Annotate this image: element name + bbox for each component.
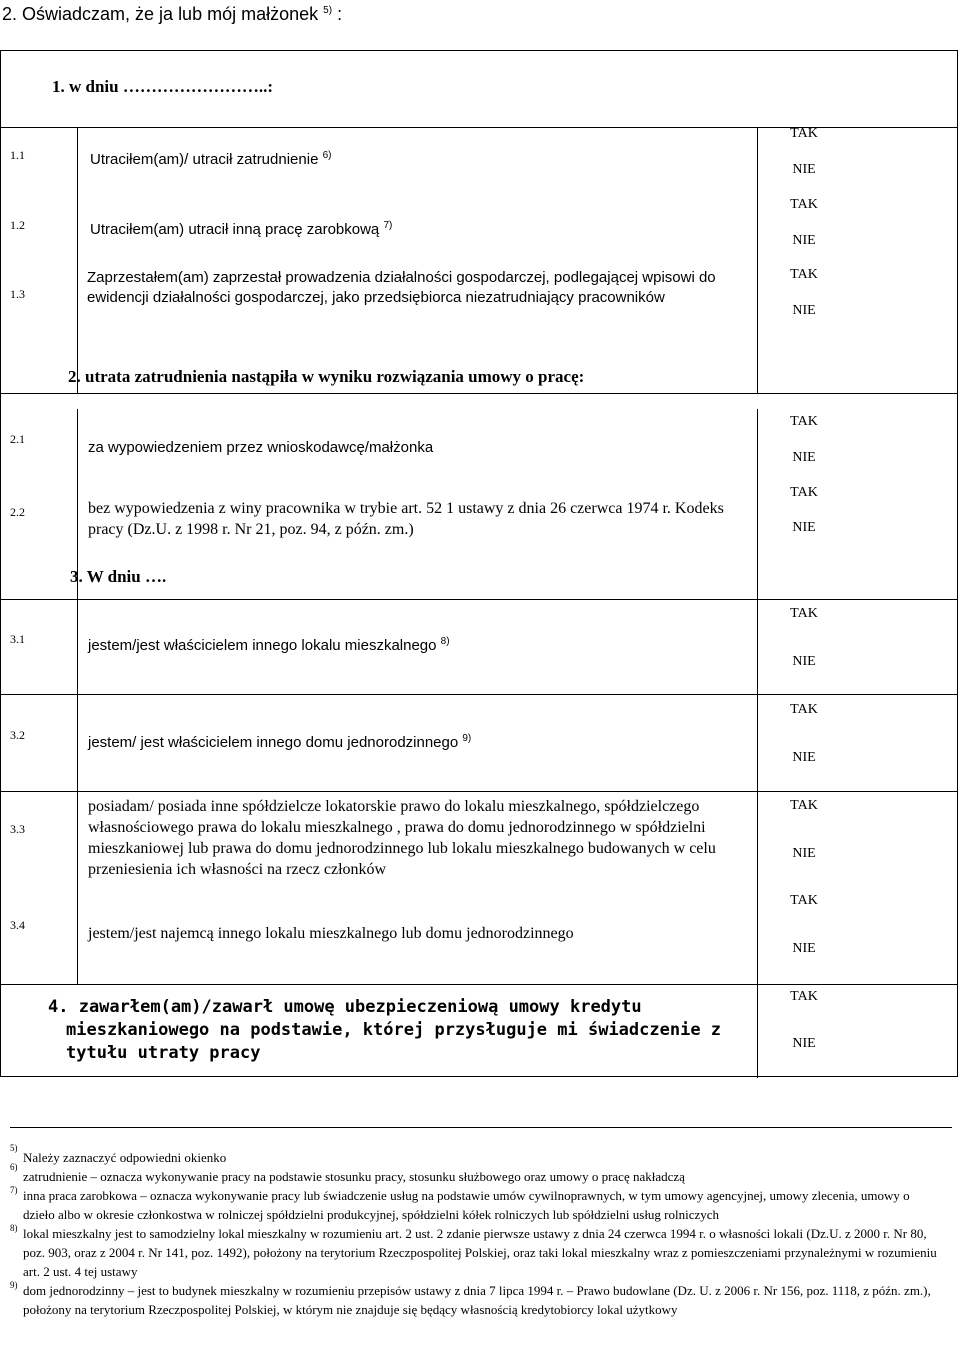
footnote-item: 8) lokal mieszkalny jest to samodzielny lokal mieszkalny w rozumieniu art. 2 ust. 2 zdanie pierwsze ustawy z dnia 24 czerwca 1994 r. o własności lokali (Dz.U. z 2000 r. Nr 80, poz. 903, oraz z 2004 r. Nr 141, poz. 1492), położony na terytorium Rzeczpospolitej Polskiej, oraz taki lokal mieszkalny wraz z pomieszczeniami przynależnymi w rozumieniu art. 2 ust. 4 tej ustawy [10, 1224, 940, 1281]
row-number: 1.3 [10, 287, 25, 301]
footnotes [10, 1143, 940, 1319]
row-text: Utraciłem(am)/ utracił zatrudnienie $^{6)}$ [90, 150, 332, 168]
nie-option[interactable]: NIE [792, 520, 816, 535]
footnote-ref: 8) [440, 636, 450, 647]
footnote-item: 7) inna praca zarobkowa – oznacza wykonywanie pracy lub świadczenie usług na podstawie umów cywilnoprawnych, w tym umowy agencyjnej, umowy zlecenia, umowy o dzieło albo w okresie członkostwa w rolniczej spółdzielni produkcyjnej, spółdzielni kółek rolniczych lub spółdzielni usług rolniczych [10, 1186, 940, 1224]
nie-option[interactable]: NIE [792, 162, 816, 177]
row-number: 1.2 [10, 218, 25, 232]
nie-option[interactable]: NIE [792, 233, 816, 248]
footnote-item: 6) zatrudnienie – oznacza wykonywanie pracy na podstawie stosunku pracy, stosunku służbowego oraz umowy o pracę nakładczą [10, 1162, 685, 1184]
row-text: za wypowiedzeniem przez wnioskodawcę/małżonka [88, 439, 434, 456]
tak-option[interactable]: TAK [790, 126, 818, 141]
row-text: posiadam/ posiada inne spółdzielcze lokatorskie prawo do lokalu mieszkalnego, spółdzielczego własnościowego prawa do lokalu mieszkalnego , prawa do domu jednorodzinnego w spółdzielni mieszkaniowej lub prawa do domu jednorodzinnego lub lokalu mieszkalnego budowanych w celu przeniesienia ich własności na rzecz członków [88, 798, 716, 878]
nie-option[interactable]: NIE [792, 846, 816, 861]
nie-option[interactable]: NIE [792, 450, 816, 465]
tak-option[interactable]: TAK [790, 197, 818, 212]
row-text: jestem/jest właścicielem innego lokalu mieszkalnego $^{8)}$ [88, 636, 450, 654]
tak-option[interactable]: TAK [790, 798, 818, 813]
row-text: Utraciłem(am) utracił inną pracę zarobkową $^{7)}$ [90, 220, 393, 238]
row-number: 3.1 [10, 632, 25, 646]
footnote-mark: 7) [10, 1185, 18, 1195]
footnote-ref: 5) [323, 5, 333, 16]
tak-option[interactable]: TAK [790, 414, 818, 429]
footnote-ref: 9) [462, 733, 472, 744]
row-text: jestem/jest najemcą innego lokalu mieszkalnego lub domu jednorodzinnego [88, 925, 574, 942]
declaration-header: 2. Oświadczam, że ja lub mój małżonek $^{5)}$ : [2, 4, 343, 24]
row-text: bez wypowiedzenia z winy pracownika w trybie art. 52 1 ustawy z dnia 26 czerwca 1974 r. Kodeks pracy (Dz.U. z 1998 r. Nr 21, poz. 94, z późn. zm.) [88, 500, 724, 538]
row-number: 3.3 [10, 822, 25, 836]
footnote-mark: 6) [10, 1162, 18, 1172]
section-4-text: 4. zawarłem(am)/zawarł umowę ubezpieczeniową umowy kredytu mieszkaniowego na podstawie, której przysługuje mi świadczenie z tytułu utraty pracy [48, 997, 722, 1063]
footnote-item: 9) dom jednorodzinny – jest to budynek mieszkalny w rozumieniu przepisów ustawy z dnia 7 lipca 1994 r. – Prawo budowlane (Dz. U. z 2006 r. Nr 156, poz. 1118, z późn. zm.), położony na terytorium Rzeczpospolitej Polskiej, w którym nie znajduje się będący własnością kredytobiorcy lokal użytkowy [10, 1281, 940, 1319]
section-1-title: 1. w dniu ……………………..: [52, 77, 274, 96]
section-3-title: 3. W dniu …. [70, 567, 167, 586]
footnote-mark: 5) [10, 1143, 18, 1153]
nie-option[interactable]: NIE [792, 1036, 816, 1051]
row-number: 2.1 [10, 432, 25, 446]
nie-option[interactable]: NIE [792, 941, 816, 956]
footnote-mark: 9) [10, 1280, 18, 1290]
tak-option[interactable]: TAK [790, 606, 818, 621]
nie-option[interactable]: NIE [792, 750, 816, 765]
nie-option[interactable]: NIE [792, 303, 816, 318]
row-text: jestem/ jest właścicielem innego domu jednorodzinnego $^{9)}$ [88, 733, 472, 751]
tak-option[interactable]: TAK [790, 267, 818, 282]
section-2-title: 2. utrata zatrudnienia nastąpiła w wyniku rozwiązania umowy o pracę: [68, 367, 585, 386]
footnote-ref: 6) [322, 150, 332, 161]
row-number: 3.4 [10, 918, 25, 932]
footnote-item: 5) Należy zaznaczyć odpowiedni okienko [10, 1143, 227, 1165]
tak-option[interactable]: TAK [790, 989, 818, 1004]
row-number: 2.2 [10, 505, 25, 519]
footnote-mark: 8) [10, 1223, 18, 1233]
row-number: 3.2 [10, 728, 25, 742]
row-number: 1.1 [10, 148, 25, 162]
tak-option[interactable]: TAK [790, 702, 818, 717]
footnote-ref: 7) [383, 220, 393, 231]
footnote-separator [10, 1127, 952, 1128]
tak-option[interactable]: TAK [790, 893, 818, 908]
row-text: Zaprzestałem(am) zaprzestał prowadzenia działalności gospodarczej, podlegającej wpisowi do ewidencji działalności gospodarczej, jako przedsiębiorca niezatrudniający pracowników [87, 269, 716, 306]
nie-option[interactable]: NIE [792, 654, 816, 669]
tak-option[interactable]: TAK [790, 485, 818, 500]
